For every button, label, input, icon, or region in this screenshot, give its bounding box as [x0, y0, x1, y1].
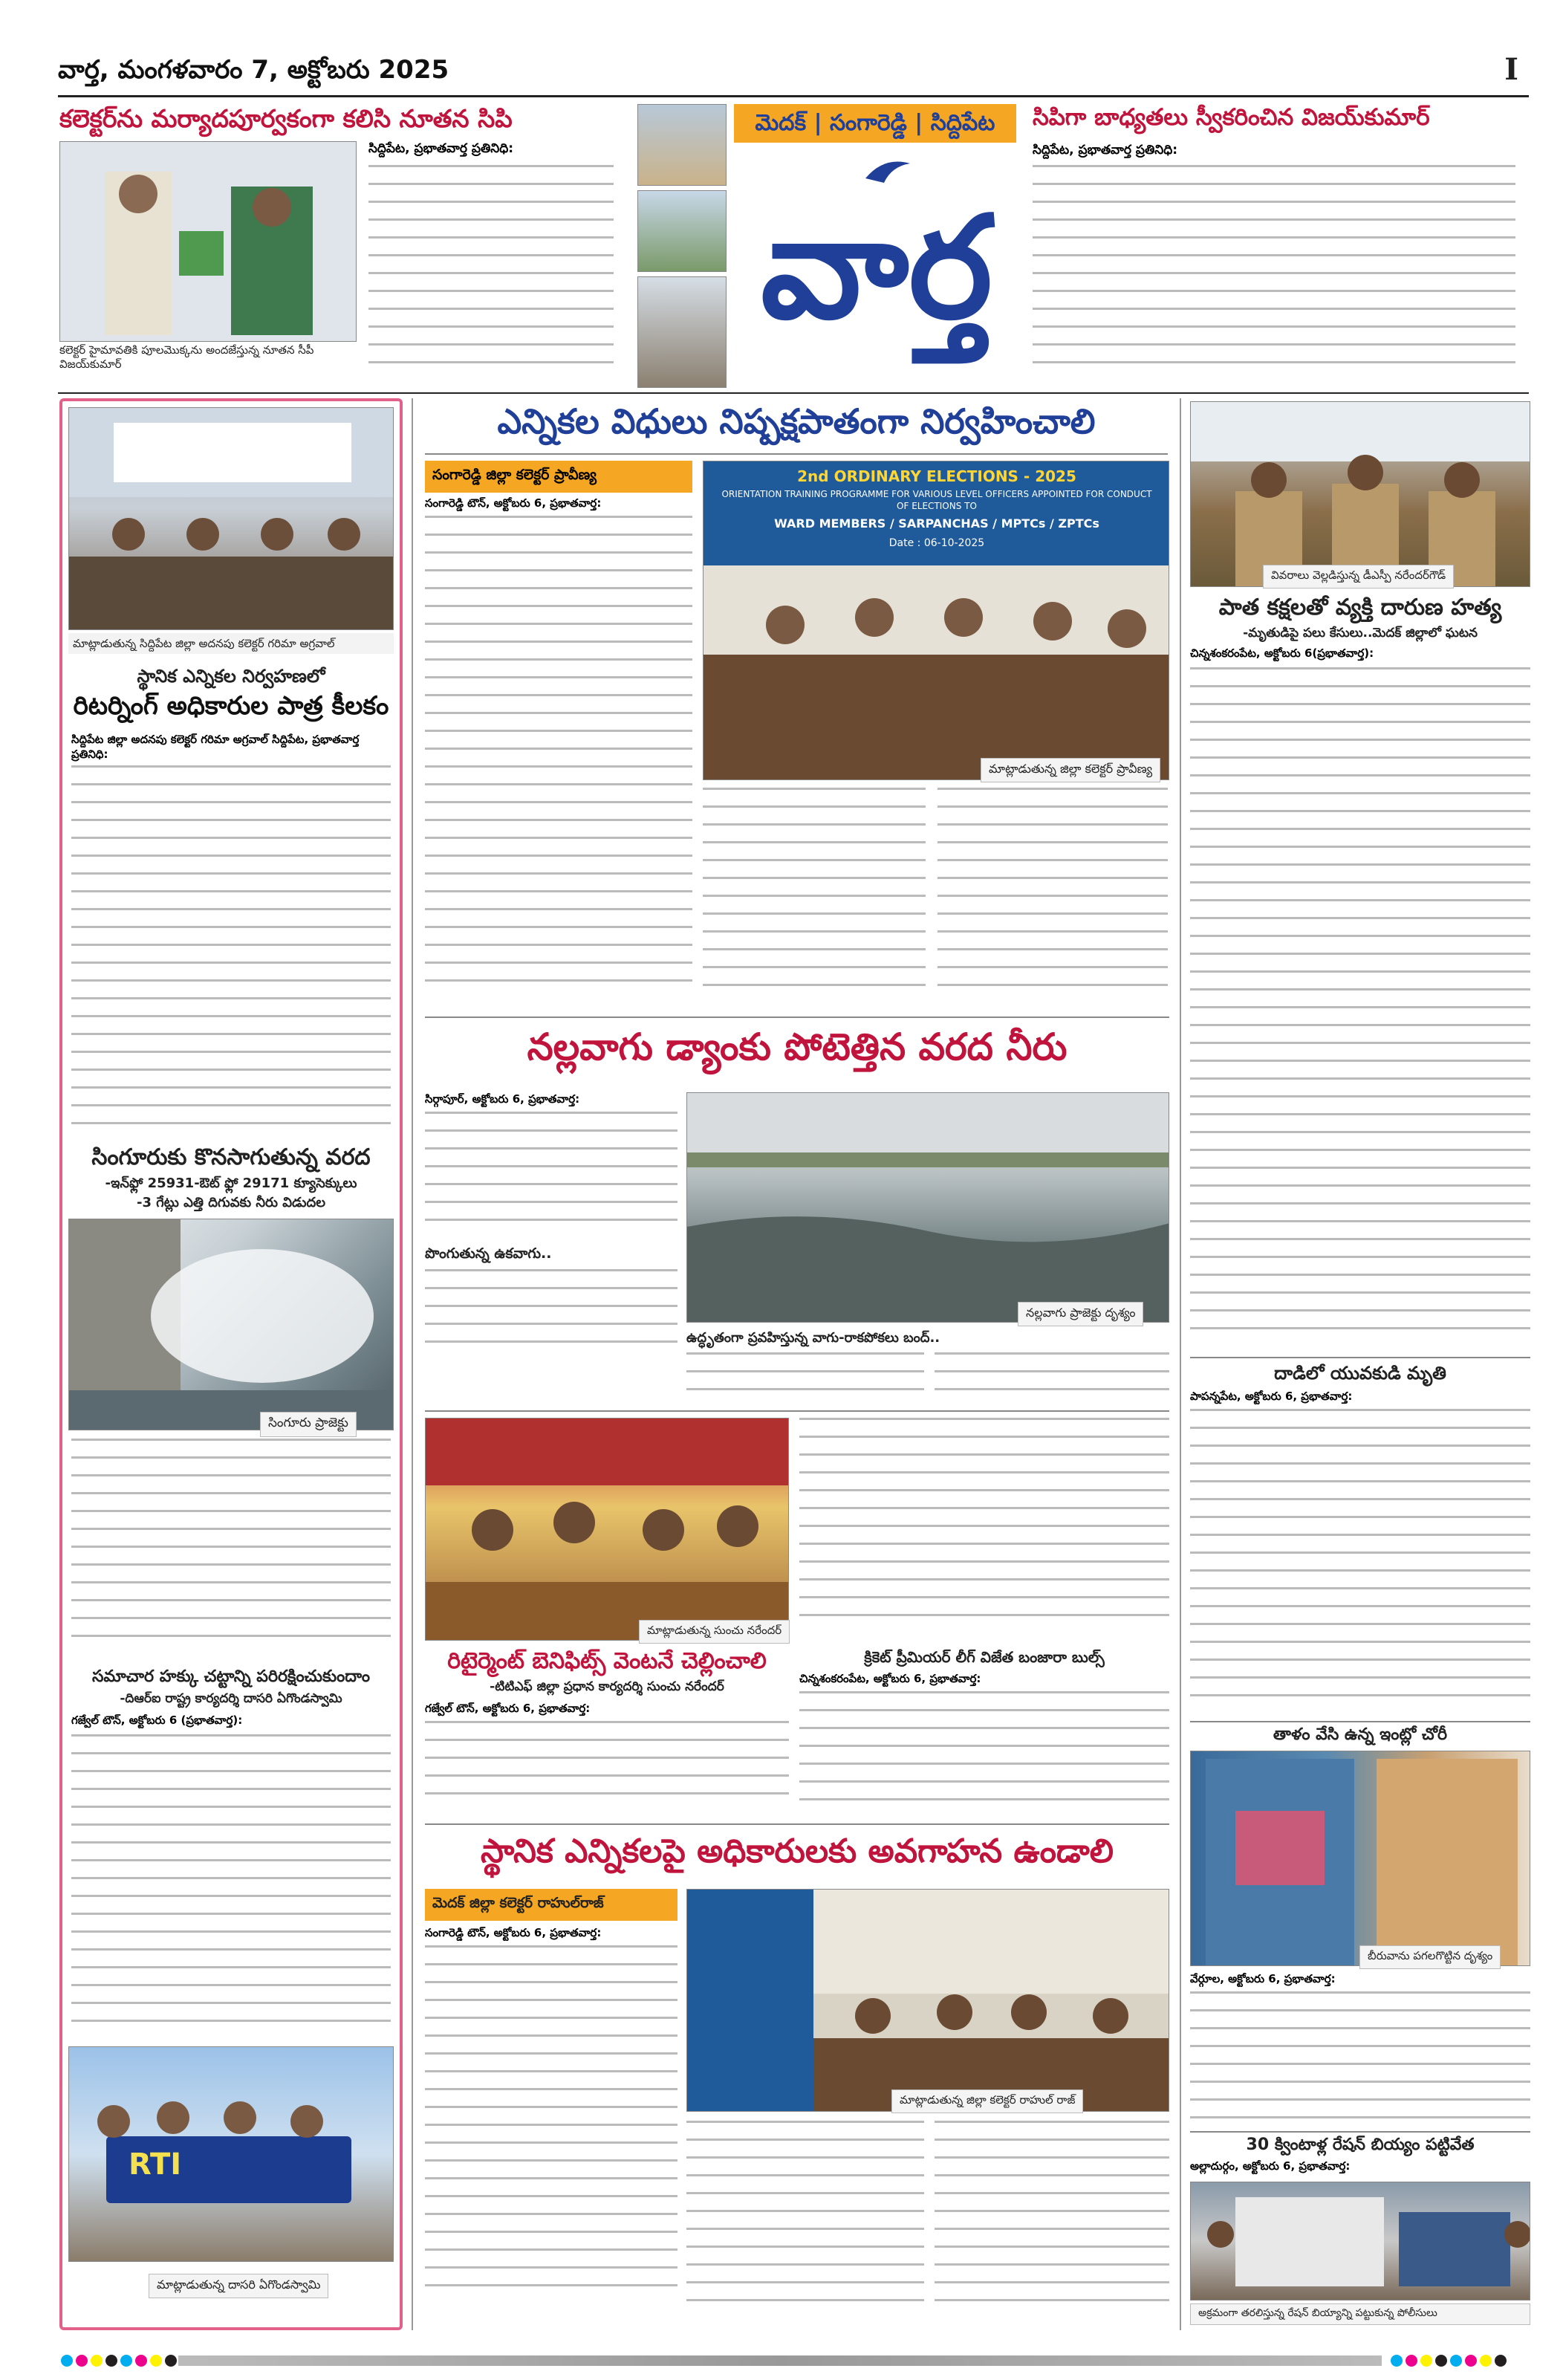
color-registration-left	[59, 2353, 178, 2369]
rice-dateline: అల్లాదుర్గం, అక్టోబరు 6, ప్రభాతవార్త:	[1190, 2159, 1351, 2173]
top-right-dateline: సిద్దిపేట, ప్రభాతవార్త ప్రతినిధి:	[1033, 143, 1177, 158]
left-gutter-rule	[412, 398, 413, 2330]
dam-body-col1b	[425, 1269, 677, 1366]
color-registration-right	[1389, 2353, 1508, 2369]
masthead-rule	[58, 95, 1529, 97]
district-band: మెదక్ | సంగారెడ్డి | సిద్దిపేట	[734, 104, 1016, 143]
murder-body	[1190, 667, 1530, 1351]
rti-dateline: గజ్వేల్ టౌన్, అక్టోబరు 6 (ప్రభాతవార్త):	[71, 1713, 243, 1727]
retirement-headline: రిటైర్మెంట్ బెనిఫిట్స్ వెంటనే చెల్లించాలి	[447, 1648, 767, 1674]
retirement-dateline: గజ్వేల్ టౌన్, అక్టోబరు 6, ప్రభాతవార్త:	[425, 1702, 591, 1715]
election-training-caption: మాట్లాడుతున్న జిల్లా కలెక్టర్ ప్రావీణ్య	[981, 758, 1160, 782]
murder-dateline: చిన్నశంకరంపేట, అక్టోబరు 6(ప్రభాతవార్త):	[1190, 646, 1374, 660]
temple-photo-1	[637, 104, 727, 186]
retirement-body	[425, 1721, 789, 1818]
top-section-rule	[58, 392, 1529, 394]
murder-subheadline: -మృతుడిపై పలు కేసులు..మెదక్ జిల్లాలో ఘటన	[1243, 626, 1478, 641]
meeting-photo-left-caption: మాట్లాడుతున్న సిద్దిపేట జిల్లా అదనపు కలెక్టర్ గరిమా అగ్రవాల్	[68, 633, 394, 654]
death-bottom-rule	[1190, 1721, 1530, 1722]
nallavagu-dam-photo-art	[687, 1093, 1169, 1323]
theft-photo	[1190, 1751, 1530, 1966]
singur-flood-sub2: -3 గేట్లు ఎత్తి దిగువకు నీరు విడుదల	[136, 1195, 326, 1210]
cricket-dateline: చిన్నశంకరంపేట, అక్టోబరు 6, ప్రభాతవార్త:	[799, 1672, 981, 1685]
murder-headline: పాత కక్షలతో వ్యక్తి దారుణ హత్య	[1218, 594, 1502, 620]
rti-photo-caption: మాట్లాడుతున్న దాసరి ఏగొండస్వామి	[149, 2274, 328, 2298]
dam-subhead-2: ఉద్ధృతంగా ప్రవహిస్తున్న వాగు-రాకపోకలు బంద్..	[686, 1330, 940, 1346]
lead-underline	[425, 453, 1168, 455]
awareness-photo-art	[687, 1890, 1169, 2112]
retirement-bottom-rule	[425, 1823, 1169, 1825]
cricket-body	[799, 1691, 1169, 1818]
rice-seizure-photo	[1190, 2182, 1530, 2300]
top-right-body	[1033, 165, 1515, 388]
retirement-photo	[425, 1418, 789, 1641]
awareness-photo	[686, 1889, 1169, 2112]
dam-body-col3	[935, 1352, 1169, 1404]
training-banner-line1: 2nd ORDINARY ELECTIONS - 2025	[797, 467, 1076, 485]
awareness-body-col1	[425, 1945, 677, 2317]
temple-photo-2	[637, 190, 727, 272]
retirement-subheadline: -టిటిఎఫ్ జిల్లా ప్రధాన కార్యదర్శి సుంచు నరేందర్	[490, 1679, 724, 1694]
temple-photo-3	[637, 276, 727, 388]
dam-bottom-rule	[425, 1410, 1169, 1412]
retirement-photo-caption: మాట్లాడుతున్న సుంచు నరేందర్	[639, 1620, 790, 1644]
meeting-photo-left-art	[69, 408, 394, 630]
rti-photo	[68, 2046, 394, 2262]
collector-photo	[59, 141, 357, 342]
death-headline: దాడిలో యువకుడి మృతి	[1274, 1363, 1446, 1384]
singur-dam-photo-art	[69, 1219, 394, 1430]
lead-body-col1	[425, 516, 692, 1006]
rti-banner: RTI	[129, 2147, 182, 2182]
awareness-body-col2	[686, 2121, 924, 2321]
logo-text: వార్త	[761, 184, 992, 350]
date-line: వార్త, మంగళవారం 7, అక్టోబరు 2025	[58, 55, 449, 85]
top-left-headline: కలెక్టర్‌ను మర్యాదపూర్వకంగా కలిసి నూతన సిపి	[59, 104, 513, 133]
police-photo-art	[1191, 402, 1530, 587]
lead-tag: సంగారెడ్డి జిల్లా కలెక్టర్ ప్రావీణ్య	[425, 461, 692, 493]
rti-body	[71, 1734, 391, 2039]
collector-photo-caption: కలెక్టర్ హైమావతికి పూలమొక్కను అందజేస్తున్న నూతన సీపీ విజయ్‌కుమార్	[59, 343, 314, 371]
singur-flood-body	[71, 1439, 391, 1654]
rti-subheadline: -దిఆర్‌ఐ రాష్ట్ర కార్యదర్శి దాసరి ఏగొండస్వామి	[120, 1691, 342, 1706]
rti-photo-art	[69, 2047, 394, 2262]
awareness-dateline: సంగారెడ్డి టౌన్, అక్టోబరు 6, ప్రభాతవార్త:	[425, 1926, 602, 1939]
singur-dam-photo	[68, 1219, 394, 1430]
page-number: I	[1504, 52, 1518, 87]
rice-seizure-photo-art	[1191, 2182, 1530, 2300]
theft-photo-art	[1191, 1751, 1530, 1966]
top-left-body	[368, 165, 614, 373]
rice-seizure-caption: అక్రమంగా తరలిస్తున్న రేషన్ బియ్యాన్ని పట్టుకున్న పోలీసులు	[1190, 2303, 1530, 2325]
meeting-photo-left	[68, 407, 394, 630]
theft-dateline: వేర్గూల, అక్టోబరు 6, ప్రభాతవార్త:	[1190, 1972, 1336, 1985]
lead-body-col3	[938, 788, 1168, 1011]
lead-body-col2	[703, 788, 926, 1011]
dam-body-col1	[425, 1112, 677, 1238]
lead-bottom-rule	[425, 1016, 1169, 1018]
cricket-headline: క్రికెట్ ప్రీమియర్ లీగ్ విజేత బంజారా బుల్స్	[864, 1648, 1105, 1666]
returning-officer-kicker: స్థానిక ఎన్నికల నిర్వహణలో	[137, 666, 325, 687]
election-training-photo	[703, 461, 1169, 780]
awareness-tag: మెదక్ జిల్లా కలెక్టర్ రాహుల్‌రాజ్	[425, 1889, 677, 1921]
theft-photo-caption: బీరువాను పగలగొట్టిన దృశ్యం	[1359, 1945, 1501, 1969]
retirement-body-right	[799, 1418, 1169, 1641]
death-body	[1190, 1409, 1530, 1721]
dam-body-col2	[686, 1352, 924, 1404]
right-gutter-rule	[1180, 398, 1181, 2330]
training-banner-line4: Date : 06-10-2025	[888, 537, 985, 549]
training-banner-line3: WARD MEMBERS / SARPANCHAS / MPTCs / ZPTCs	[774, 516, 1099, 531]
rti-headline: సమాచార హక్కు చట్టాన్ని పరిరక్షించుకుందాం	[91, 1667, 371, 1686]
training-banner-line2: ORIENTATION TRAINING PROGRAMME FOR VARIOUS LEVEL OFFICERS APPOINTED FOR CONDUCT OF ELECTIONS TO	[721, 489, 1152, 511]
theft-bottom-rule	[1190, 2131, 1530, 2133]
top-right-headline: సిపిగా బాధ్యతలు స్వీకరించిన విజయ్‌కుమార్	[1033, 104, 1430, 131]
theft-body	[1190, 1991, 1530, 2133]
lead-dateline: సంగారెడ్డి టౌన్, అక్టోబరు 6, ప్రభాతవార్త:	[425, 496, 602, 510]
footer-bar	[178, 2355, 1382, 2366]
dam-headline: నల్లవాగు డ్యాంకు పోటెత్తిన వరద నీరు	[527, 1025, 1068, 1069]
nallavagu-dam-photo	[686, 1092, 1169, 1323]
collector-photo-art	[60, 142, 357, 342]
police-photo-caption: వివరాలు వెల్లడిస్తున్న డీఎస్పీ నరేందర్‌గౌడ్	[1263, 565, 1454, 588]
singur-flood-headline: సింగూరుకు కొనసాగుతున్న వరద	[91, 1144, 371, 1170]
singur-flood-sub1: -ఇన్‌ఫ్లో 25931-ఔట్ ఫ్లో 29171 క్యూసెక్కులు	[105, 1176, 357, 1191]
returning-officer-headline: రిటర్నింగ్ అధికారుల పాత్ర కీలకం	[73, 691, 389, 721]
awareness-photo-caption: మాట్లాడుతున్న జిల్లా కలెక్టర్ రాహుల్ రాజ్	[891, 2089, 1083, 2113]
dam-dateline: సిర్గాపూర్, అక్టోబరు 6, ప్రభాతవార్త:	[425, 1092, 580, 1106]
returning-officer-dateline: సిద్దిపేట జిల్లా అదనపు కలెక్టర్ గరిమా అగ్రవాల్ సిద్దిపేట, ప్రభాతవార్త ప్రతినిధి:	[71, 733, 360, 761]
rice-headline: 30 క్వింటాళ్ల రేషన్ బియ్యం పట్టివేత	[1246, 2136, 1475, 2154]
nallavagu-dam-caption: నల్లవాగు ప్రాజెక్టు దృశ్యం	[1018, 1302, 1143, 1326]
murder-bottom-rule	[1190, 1357, 1530, 1358]
lead-headline: ఎన్నికల విధులు నిష్పక్షపాతంగా నిర్వహించాలి	[497, 401, 1096, 441]
awareness-body-col3	[935, 2121, 1169, 2321]
theft-headline: తాళం వేసి ఉన్న ఇంట్లో చోరీ	[1273, 1725, 1448, 1744]
logo-bird-icon	[862, 156, 914, 186]
top-left-dateline: సిద్దిపేట, ప్రభాతవార్త ప్రతినిధి:	[368, 141, 513, 156]
retirement-photo-art	[426, 1418, 789, 1641]
death-dateline: పాపన్నపేట, అక్టోబరు 6, ప్రభాతవార్త:	[1190, 1390, 1353, 1403]
returning-officer-body	[71, 765, 391, 1137]
dam-subhead-1: పొంగుతున్న ఉకవాగు..	[425, 1245, 552, 1262]
singur-dam-caption: సింగూరు ప్రాజెక్టు	[260, 1412, 357, 1437]
awareness-headline: స్థానిక ఎన్నికలపై అధికారులకు అవగాహన ఉండాలి	[480, 1832, 1114, 1870]
police-photo	[1190, 401, 1530, 587]
